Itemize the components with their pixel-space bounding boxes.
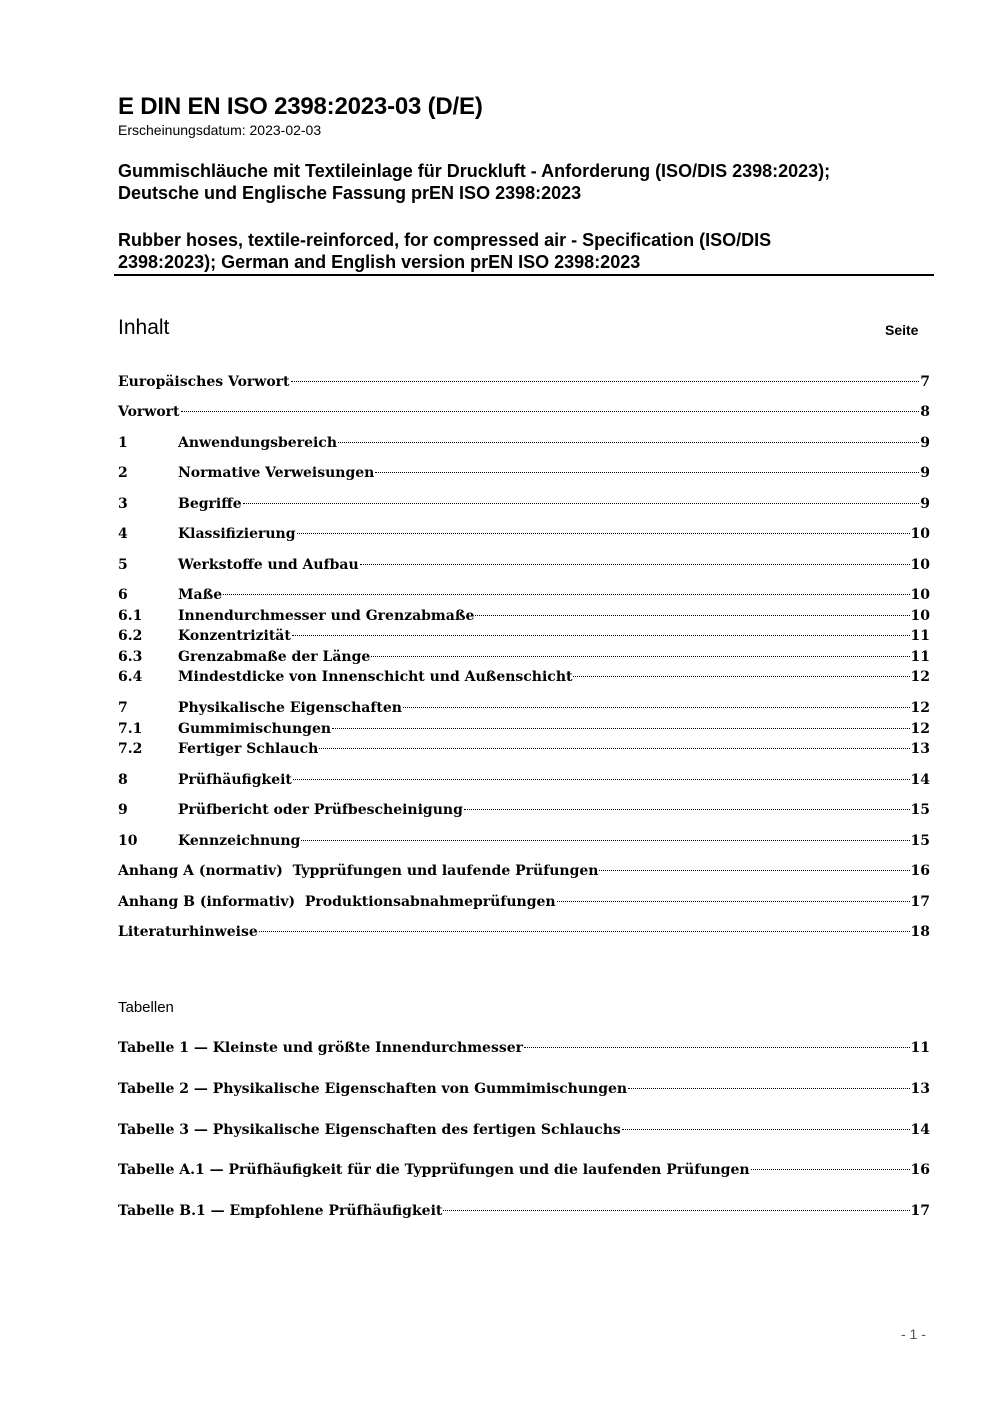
toc-entry-page: 10 bbox=[910, 557, 930, 573]
dot-leader bbox=[181, 411, 920, 412]
toc-entry-page: 12 bbox=[910, 669, 930, 685]
toc-entry-page: 11 bbox=[910, 649, 930, 665]
toc-entry-page: 18 bbox=[910, 924, 930, 940]
title-english bbox=[118, 229, 933, 273]
toc-entry-page: 11 bbox=[910, 628, 930, 644]
toc-entry-1[interactable] bbox=[118, 434, 930, 452]
dot-leader bbox=[557, 901, 910, 902]
dot-leader bbox=[464, 809, 910, 810]
toc-entry-number: 4 bbox=[118, 526, 128, 542]
toc-entry-number: 7.1 bbox=[118, 721, 143, 737]
dot-leader bbox=[443, 1210, 909, 1211]
table-entry-title: Tabelle 3 — Physikalische Eigenschaften des fertigen Schlauchs bbox=[118, 1122, 621, 1138]
toc-entry-title: Kennzeichnung bbox=[178, 833, 301, 849]
toc-entry-4[interactable] bbox=[118, 525, 930, 543]
toc-entry-7[interactable] bbox=[118, 699, 930, 717]
toc-entry-title: Normative Verweisungen bbox=[178, 465, 375, 481]
dot-leader bbox=[360, 564, 910, 565]
toc-entry-5[interactable] bbox=[118, 556, 930, 574]
title-english-line: Rubber hoses, textile-reinforced, for compressed air - Specification (ISO/DIS bbox=[118, 230, 772, 250]
toc-entry-vorwort[interactable] bbox=[118, 403, 930, 421]
toc-entry-number: 5 bbox=[118, 557, 128, 573]
table-entry-title: Tabelle B.1 — Empfohlene Prüfhäufigkeit bbox=[118, 1203, 443, 1219]
table-entry-page: 11 bbox=[910, 1040, 930, 1056]
dot-leader bbox=[223, 594, 909, 595]
toc-entry-number: 6.2 bbox=[118, 628, 143, 644]
title-german-line: Gummischläuche mit Textileinlage für Druckluft - Anforderung (ISO/DIS 2398:2023); bbox=[118, 161, 831, 181]
toc-entry-title: Anhang A (normativ) Typprüfungen und laufende Prüfungen bbox=[118, 863, 599, 879]
toc-entry-page: 13 bbox=[910, 741, 930, 757]
toc-entry-6-1[interactable] bbox=[118, 607, 930, 625]
toc-entry-title: Maße bbox=[178, 587, 223, 603]
table-entry-a1[interactable] bbox=[118, 1161, 930, 1179]
toc-entry-page: 15 bbox=[910, 833, 930, 849]
tables-heading: Tabellen bbox=[118, 999, 174, 1016]
document-id: E DIN EN ISO 2398:2023-03 (D/E) bbox=[118, 93, 483, 120]
dot-leader bbox=[292, 635, 910, 636]
dot-leader bbox=[301, 840, 909, 841]
toc-entry-number: 2 bbox=[118, 465, 128, 481]
dot-leader bbox=[291, 381, 920, 382]
toc-entry-7-2[interactable] bbox=[118, 740, 930, 758]
table-entry-title: Tabelle A.1 — Prüfhäufigkeit für die Typprüfungen und die laufenden Prüfungen bbox=[118, 1162, 750, 1178]
toc-entry-page: 8 bbox=[920, 404, 930, 420]
toc-entry-6-3[interactable] bbox=[118, 648, 930, 666]
toc-entry-title: Innendurchmesser und Grenzabmaße bbox=[178, 608, 475, 624]
toc-entry-page: 10 bbox=[910, 587, 930, 603]
toc-entry-anhang-a[interactable] bbox=[118, 862, 930, 880]
toc-heading: Inhalt bbox=[118, 316, 170, 339]
toc-entry-6[interactable] bbox=[118, 586, 930, 604]
title-german-line: Deutsche und Englische Fassung prEN ISO 2398:2023 bbox=[118, 183, 582, 203]
toc-entry-3[interactable] bbox=[118, 495, 930, 513]
dot-leader bbox=[319, 748, 909, 749]
table-entry-page: 17 bbox=[910, 1203, 930, 1219]
toc-entry-title: Gummimischungen bbox=[178, 721, 332, 737]
toc-entry-title: Fertiger Schlauch bbox=[178, 741, 319, 757]
dot-leader bbox=[243, 503, 920, 504]
title-english-line: 2398:2023); German and English version prEN ISO 2398:2023 bbox=[118, 252, 641, 272]
toc-entry-number: 8 bbox=[118, 772, 128, 788]
toc-entry-title: Physikalische Eigenschaften bbox=[178, 700, 402, 716]
dot-leader bbox=[599, 870, 909, 871]
toc-entry-number: 3 bbox=[118, 496, 128, 512]
toc-entry-title: Anhang B (informativ) Produktionsabnahmeprüfungen bbox=[118, 894, 556, 910]
page-column-label: Seite bbox=[885, 322, 919, 338]
toc-entry-6-2[interactable] bbox=[118, 627, 930, 645]
toc-entry-page: 12 bbox=[910, 721, 930, 737]
dot-leader bbox=[332, 728, 909, 729]
toc-entry-title: Europäisches Vorwort bbox=[118, 374, 290, 390]
toc-entry-number: 10 bbox=[118, 833, 138, 849]
dot-leader bbox=[475, 615, 909, 616]
dot-leader bbox=[338, 442, 919, 443]
toc-entry-page: 10 bbox=[910, 526, 930, 542]
toc-entry-title: Vorwort bbox=[118, 404, 180, 420]
toc-entry-title: Werkstoffe und Aufbau bbox=[178, 557, 359, 573]
toc-entry-8[interactable] bbox=[118, 771, 930, 789]
toc-entry-10[interactable] bbox=[118, 832, 930, 850]
toc-entry-page: 10 bbox=[910, 608, 930, 624]
dot-leader bbox=[371, 656, 909, 657]
toc-entry-number: 6.3 bbox=[118, 649, 143, 665]
toc-entry-page: 16 bbox=[910, 863, 930, 879]
toc-entry-page: 9 bbox=[920, 435, 930, 451]
dot-leader bbox=[375, 472, 919, 473]
toc-entry-6-4[interactable] bbox=[118, 668, 930, 686]
toc-entry-page: 15 bbox=[910, 802, 930, 818]
toc-entry-title: Konzentrizität bbox=[178, 628, 291, 644]
toc-entry-page: 14 bbox=[910, 772, 930, 788]
dot-leader bbox=[573, 676, 909, 677]
toc-entry-title: Mindestdicke von Innenschicht und Außenschicht bbox=[178, 669, 573, 685]
toc-entry-page: 9 bbox=[920, 496, 930, 512]
dot-leader bbox=[293, 779, 910, 780]
toc-entry-page: 9 bbox=[920, 465, 930, 481]
table-entry-page: 13 bbox=[910, 1081, 930, 1097]
table-entry-page: 16 bbox=[910, 1162, 930, 1178]
toc-entry-2[interactable] bbox=[118, 464, 930, 482]
dot-leader bbox=[297, 533, 910, 534]
toc-entry-7-1[interactable] bbox=[118, 720, 930, 738]
dot-leader bbox=[622, 1129, 910, 1130]
toc-entry-title: Prüfhäufigkeit bbox=[178, 772, 292, 788]
toc-entry-title: Klassifizierung bbox=[178, 526, 296, 542]
toc-entry-title: Prüfbericht oder Prüfbescheinigung bbox=[178, 802, 463, 818]
toc-entry-title: Begriffe bbox=[178, 496, 242, 512]
toc-entry-number: 7.2 bbox=[118, 741, 143, 757]
toc-entry-number: 1 bbox=[118, 435, 128, 451]
title-german bbox=[118, 160, 933, 204]
dot-leader bbox=[259, 931, 910, 932]
toc-entry-page: 17 bbox=[910, 894, 930, 910]
table-entry-3[interactable] bbox=[118, 1121, 930, 1139]
table-entry-title: Tabelle 2 — Physikalische Eigenschaften von Gummimischungen bbox=[118, 1081, 628, 1097]
toc-entry-number: 6.1 bbox=[118, 608, 143, 624]
table-entry-1[interactable] bbox=[118, 1039, 930, 1057]
toc-entry-literaturhinweise[interactable] bbox=[118, 923, 930, 941]
toc-entry-9[interactable] bbox=[118, 801, 930, 819]
table-entry-2[interactable] bbox=[118, 1080, 930, 1098]
page-number: - 1 - bbox=[901, 1326, 926, 1342]
table-entry-page: 14 bbox=[910, 1122, 930, 1138]
dot-leader bbox=[403, 707, 910, 708]
title-divider bbox=[114, 274, 934, 276]
dot-leader bbox=[524, 1047, 910, 1048]
toc-entry-title: Literaturhinweise bbox=[118, 924, 258, 940]
toc-entry-title: Grenzabmaße der Länge bbox=[178, 649, 371, 665]
dot-leader bbox=[628, 1088, 909, 1089]
publication-date: Erscheinungsdatum: 2023-02-03 bbox=[118, 122, 322, 138]
toc-entry-number: 6 bbox=[118, 587, 128, 603]
toc-entry-page: 7 bbox=[920, 374, 930, 390]
toc-entry-title: Anwendungsbereich bbox=[178, 435, 337, 451]
table-entry-title: Tabelle 1 — Kleinste und größte Innendurchmesser bbox=[118, 1040, 523, 1056]
toc-entry-page: 12 bbox=[910, 700, 930, 716]
toc-entry-europaeisches-vorwort[interactable] bbox=[118, 373, 930, 391]
table-entry-b1[interactable] bbox=[118, 1202, 930, 1220]
toc-entry-anhang-b[interactable] bbox=[118, 893, 930, 911]
toc-entry-number: 9 bbox=[118, 802, 128, 818]
toc-entry-number: 6.4 bbox=[118, 669, 143, 685]
toc-entry-number: 7 bbox=[118, 700, 128, 716]
dot-leader bbox=[751, 1169, 910, 1170]
